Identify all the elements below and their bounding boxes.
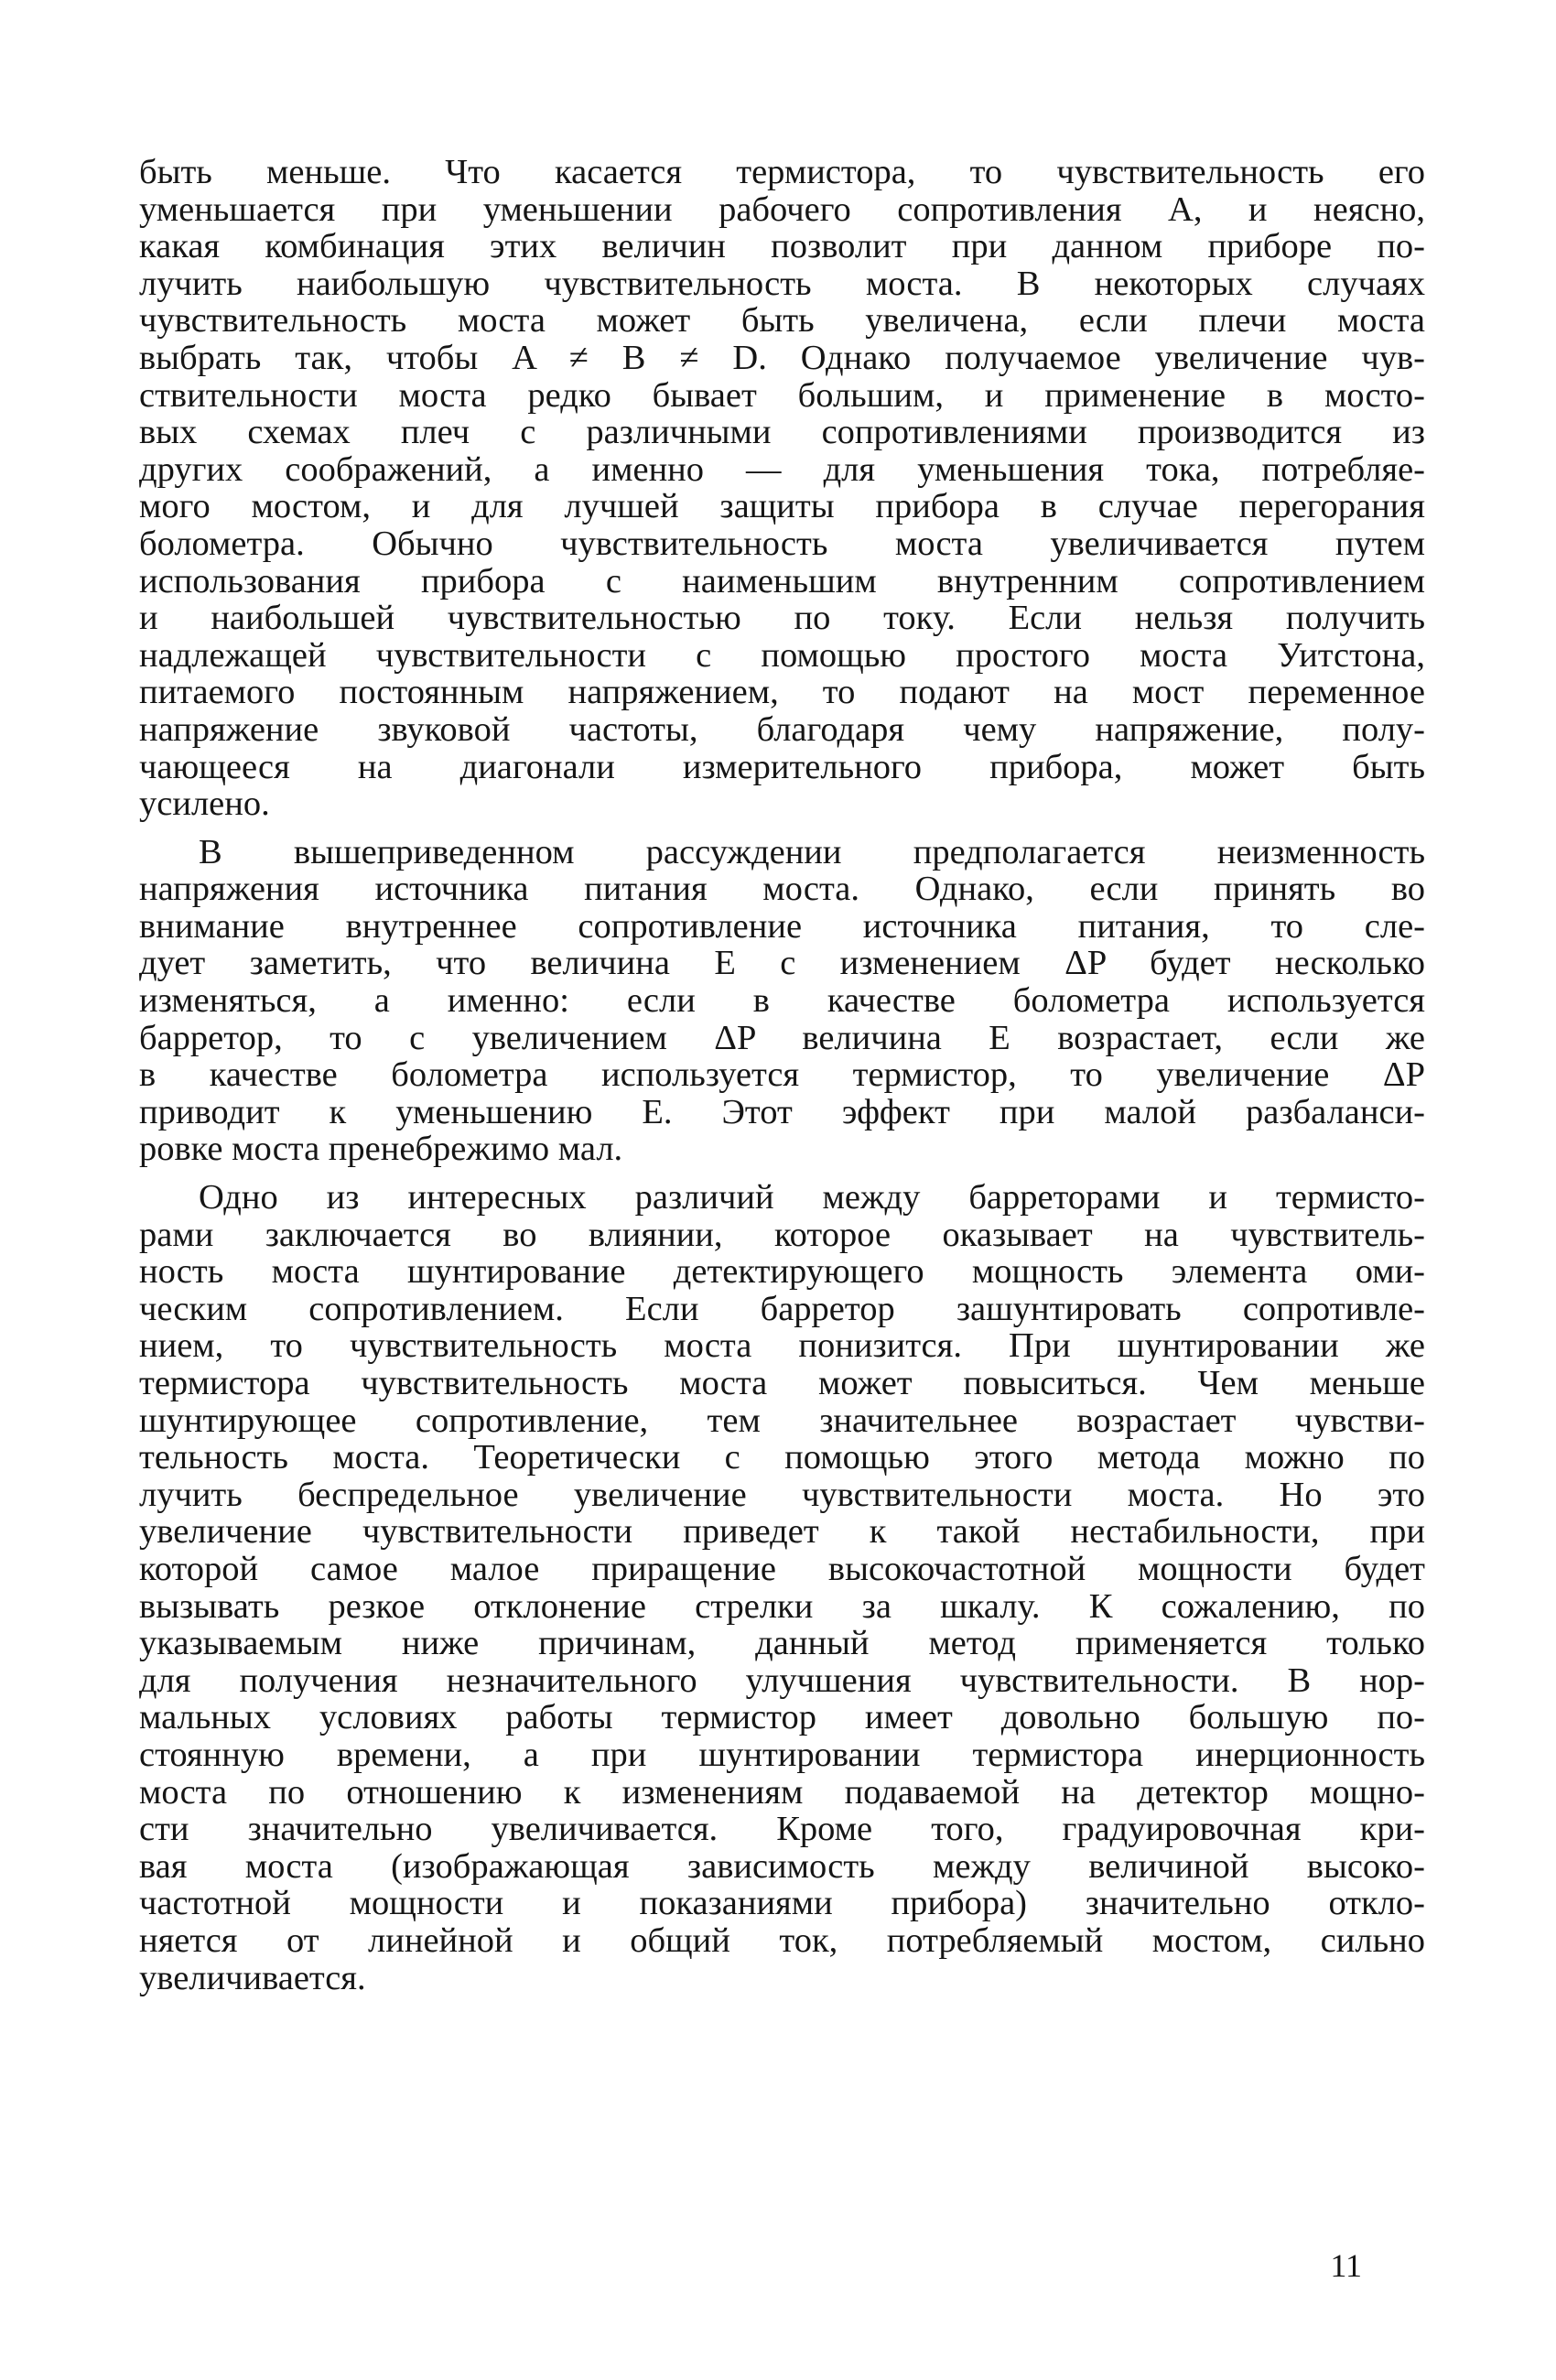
text-line: какая комбинация этих величин позволит при данном приборе по- — [139, 227, 1425, 266]
text-line: которой самое малое приращение высокочастотной мощности будет — [139, 1549, 1425, 1588]
text-line: стоянную времени, а при шунтировании термистора инерционность — [139, 1735, 1425, 1774]
text-line: няется от линейной и общий ток, потребляемый мостом, сильно — [139, 1920, 1425, 1960]
text-line: мальных условиях работы термистор имеет довольно большую по- — [139, 1698, 1425, 1737]
text-line: вых схемах плеч с различными сопротивлениями производится из — [139, 413, 1425, 452]
text-line: усилено. — [139, 784, 270, 824]
paragraph — [139, 154, 1425, 823]
text-line: увеличивается. — [139, 1958, 366, 1997]
page-number: 11 — [1330, 2247, 1362, 2284]
text-line: вая моста (изображающая зависимость между величиной высоко- — [139, 1846, 1425, 1886]
body-text — [139, 154, 1425, 2007]
text-line: чувствительность моста может быть увеличена, если плечи моста — [139, 301, 1425, 341]
text-line: частотной мощности и показаниями прибора) значительно откло- — [139, 1884, 1425, 1923]
paragraph — [139, 834, 1425, 1168]
paragraph — [139, 1179, 1425, 1996]
text-line: надлежащей чувствительности с помощью простого моста Уитстона, — [139, 635, 1425, 675]
text-line: лучить беспредельное увеличение чувствительности моста. Но это — [139, 1475, 1425, 1514]
text-line: в качестве болометра используется термистор, то увеличение ΔP — [139, 1055, 1425, 1095]
text-line: нием, то чувствительность моста понизится. При шунтировании же — [139, 1326, 1425, 1366]
text-line: и наибольшей чувствительностью по току. Если нельзя получить — [139, 599, 1425, 638]
text-line: вызывать резкое отклонение стрелки за шкалу. К сожалению, по — [139, 1586, 1425, 1626]
text-line: моста по отношению к изменениям подаваемой на детектор мощно- — [139, 1772, 1425, 1812]
text-line: ствительности моста редко бывает большим, и применение в мосто- — [139, 375, 1425, 415]
text-line: болометра. Обычно чувствительность моста увеличивается путем — [139, 524, 1425, 563]
text-line: шунтирующее сопротивление, тем значительнее возрастает чувстви- — [139, 1401, 1425, 1440]
text-line: напряжения источника питания моста. Однако, если принять во — [139, 870, 1425, 909]
text-line: ность моста шунтирование детектирующего мощность элемента оми- — [139, 1252, 1425, 1292]
text-line: питаемого постоянным напряжением, то подают на мост переменное — [139, 673, 1425, 712]
text-line: Одно из интересных различий между барреторами и термисто- — [199, 1178, 1425, 1217]
text-line: указываемым ниже причинам, данный метод применяется только — [139, 1624, 1425, 1663]
text-line: изменяться, а именно: если в качестве болометра используется — [139, 981, 1425, 1021]
text-line: дует заметить, что величина E с изменением ΔP будет несколько — [139, 944, 1425, 983]
text-line: лучить наибольшую чувствительность моста. В некоторых случаях — [139, 264, 1425, 303]
text-line: приводит к уменьшению E. Этот эффект при малой разбаланси- — [139, 1092, 1425, 1131]
text-line: ровке моста пренебрежимо мал. — [139, 1130, 623, 1169]
text-line: мого мостом, и для лучшей защиты прибора в случае перегорания — [139, 487, 1425, 526]
text-line: увеличение чувствительности приведет к такой нестабильности, при — [139, 1512, 1425, 1552]
text-line: тельность моста. Теоретически с помощью этого метода можно по — [139, 1438, 1425, 1477]
text-line: других соображений, а именно — для уменьшения тока, потребляе- — [139, 449, 1425, 489]
text-line: использования прибора с наименьшим внутренним сопротивлением — [139, 561, 1425, 600]
text-line: внимание внутреннее сопротивление источника питания, то сле- — [139, 906, 1425, 946]
text-line: быть меньше. Что касается термистора, то чувствительность его — [139, 153, 1425, 191]
text-line: ческим сопротивлением. Если барретор зашунтировать сопротивле- — [139, 1289, 1425, 1328]
text-line: выбрать так, чтобы A ≠ B ≠ D. Однако получаемое увеличение чув- — [139, 338, 1425, 377]
text-line: сти значительно увеличивается. Кроме того, градуировочная кри- — [139, 1810, 1425, 1849]
text-line: для получения незначительного улучшения чувствительности. В нор- — [139, 1661, 1425, 1700]
text-line: уменьшается при уменьшении рабочего сопротивления A, и неясно, — [139, 189, 1425, 229]
text-line: рами заключается во влиянии, которое оказывает на чувствитель- — [139, 1215, 1425, 1254]
text-line: барретор, то с увеличением ΔP величина E возрастает, если же — [139, 1018, 1425, 1057]
text-line: чающееся на диагонали измерительного прибора, может быть — [139, 747, 1425, 786]
text-line: термистора чувствительность моста может повыситься. Чем меньше — [139, 1364, 1425, 1402]
text-line: В вышеприведенном рассуждении предполагается неизменность — [199, 832, 1425, 871]
text-line: напряжение звуковой частоты, благодаря чему напряжение, полу- — [139, 709, 1425, 749]
